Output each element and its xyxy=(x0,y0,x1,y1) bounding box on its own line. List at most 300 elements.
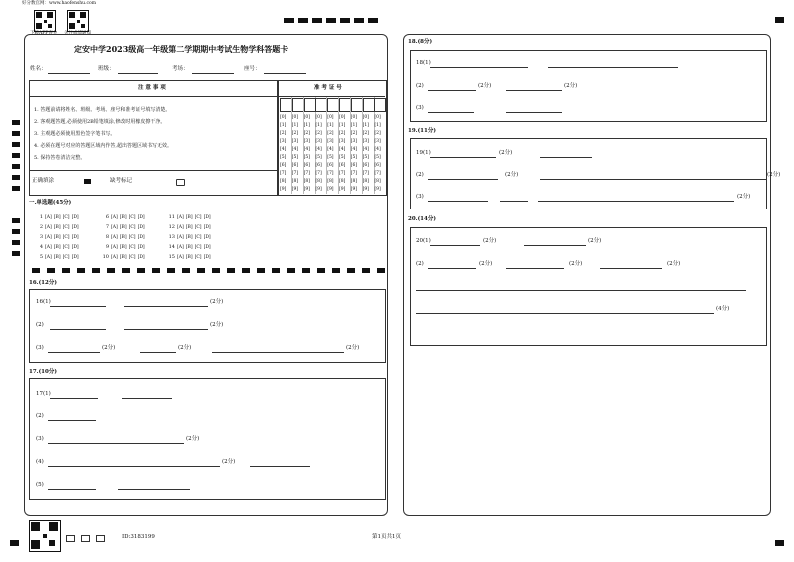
mcq-question-row[interactable] xyxy=(36,224,81,231)
exam-digit-bubble[interactable]: [9] xyxy=(362,187,369,192)
q20-title: 20.(14分) xyxy=(408,216,436,222)
exam-digit-bubble[interactable]: [2] xyxy=(291,131,299,136)
notes-bottom-divider xyxy=(29,170,277,171)
exam-digit-bubble[interactable]: [1] xyxy=(291,123,299,128)
q17-answer[interactable] xyxy=(250,466,310,467)
footer-qr-code xyxy=(29,520,61,552)
q18-answer[interactable] xyxy=(506,90,562,91)
exam-digit-bubble[interactable]: [6] xyxy=(280,163,287,168)
timing-mark xyxy=(152,268,160,273)
exam-digit-bubble[interactable]: [3] xyxy=(327,139,334,144)
timing-mark xyxy=(257,268,265,273)
exam-digit-bubble[interactable]: [9] xyxy=(374,187,381,192)
exam-digit-bubble[interactable]: [5] xyxy=(315,155,322,160)
mcq-option-bubble[interactable]: [C] xyxy=(128,225,136,230)
mcq-option-bubble[interactable]: [B] xyxy=(53,225,61,230)
exam-digit-bubble[interactable]: [6] xyxy=(350,163,358,168)
timing-mark xyxy=(12,218,20,223)
correct-fill-mark xyxy=(84,179,91,184)
mcq-option-bubble[interactable]: [B] xyxy=(119,215,127,220)
exam-digit-bubble[interactable]: [2] xyxy=(303,131,310,136)
timing-mark xyxy=(298,18,308,23)
q18-answer[interactable] xyxy=(428,112,474,113)
mcq-option-bubble[interactable]: [B] xyxy=(119,245,127,250)
mcq-question-number: 9 xyxy=(105,244,109,250)
footer-box xyxy=(81,535,90,542)
exam-digit-bubble[interactable]: [1] xyxy=(362,123,369,128)
timing-mark xyxy=(12,229,20,234)
exam-digit-bubble[interactable]: [2] xyxy=(362,131,369,136)
exam-digit-bubble[interactable]: [7] xyxy=(374,171,381,176)
mcq-question-row[interactable] xyxy=(168,234,213,241)
timing-mark xyxy=(12,186,20,191)
exam-digit-bubble[interactable]: [0] xyxy=(315,115,322,120)
mcq-option-bubble[interactable]: [A] xyxy=(177,255,184,260)
q19-score: (2分) xyxy=(767,172,781,178)
exam-digit-bubble[interactable]: [5] xyxy=(374,155,381,160)
exam-digit-bubble[interactable]: [7] xyxy=(303,171,310,176)
mcq-question-row[interactable] xyxy=(168,254,213,261)
timing-mark xyxy=(377,268,385,273)
exam-digit-bubble[interactable]: [0] xyxy=(339,115,346,120)
q20-answer[interactable] xyxy=(600,268,662,269)
exam-digit-bubble[interactable]: [6] xyxy=(362,163,369,168)
q20-answer[interactable] xyxy=(416,290,746,291)
mcq-question-row[interactable] xyxy=(36,234,81,241)
exam-number-title: 准 考 证 号 xyxy=(314,85,342,91)
timing-mark xyxy=(197,268,205,273)
q18-answer[interactable] xyxy=(430,67,528,68)
exam-digit-bubble[interactable]: [9] xyxy=(315,187,322,192)
class-field[interactable] xyxy=(118,73,158,74)
exam-digit-bubble[interactable]: [8] xyxy=(374,179,381,184)
timing-mark xyxy=(362,268,370,273)
exam-digit-bubble[interactable]: [6] xyxy=(291,163,299,168)
mcq-option-bubble[interactable]: [B] xyxy=(185,245,193,250)
q20-answer[interactable] xyxy=(416,313,714,314)
exam-digit-bubble[interactable]: [1] xyxy=(350,123,358,128)
mcq-option-bubble[interactable]: [D] xyxy=(71,225,79,230)
exam-digit-bubble[interactable]: [8] xyxy=(291,179,299,184)
timing-mark xyxy=(12,175,20,180)
timing-mark xyxy=(182,268,190,273)
exam-digit-bubble[interactable]: [0] xyxy=(350,115,358,120)
q16-answer[interactable] xyxy=(140,352,176,353)
timing-mark xyxy=(242,268,250,273)
mcq-question-number: 6 xyxy=(105,214,109,220)
mcq-option-bubble[interactable]: [D] xyxy=(71,245,79,250)
timing-mark xyxy=(326,18,336,23)
mcq-question-row[interactable] xyxy=(102,244,147,251)
q19-answer[interactable] xyxy=(428,179,498,180)
absent-label: 缺考标记 xyxy=(110,178,133,184)
note-item: 1. 答题前请将姓名、班级、考场、座号和准考证号填写清楚。 xyxy=(34,107,171,113)
timing-mark xyxy=(12,164,20,169)
exam-digit-bubble[interactable]: [0] xyxy=(291,115,299,120)
q20-answer[interactable] xyxy=(428,268,476,269)
q19-score: (2分) xyxy=(505,172,519,178)
mcq-option-bubble[interactable]: [A] xyxy=(111,245,118,250)
q16-row3-label: (3) xyxy=(36,345,44,351)
mcq-option-bubble[interactable]: [A] xyxy=(111,235,118,240)
corner-mark xyxy=(10,540,19,546)
note-item: 3. 主观题必须使用黑色签字笔书写。 xyxy=(34,131,116,137)
timing-mark xyxy=(354,18,364,23)
timing-mark xyxy=(317,268,325,273)
q16-title: 16.(12分) xyxy=(29,280,57,286)
mcq-option-bubble[interactable]: [D] xyxy=(203,215,211,220)
exam-digit-bubble[interactable]: [9] xyxy=(327,187,334,192)
mcq-option-bubble[interactable]: [B] xyxy=(119,255,127,260)
exam-digit-bubble[interactable]: [4] xyxy=(350,147,358,152)
exam-digit-bubble[interactable]: [1] xyxy=(303,123,310,128)
exam-digit-bubble[interactable]: [0] xyxy=(280,115,287,120)
exam-digit-bubble[interactable]: [5] xyxy=(303,155,310,160)
mcq-option-bubble[interactable]: [B] xyxy=(185,225,193,230)
timing-mark xyxy=(302,268,310,273)
q19-box xyxy=(410,138,767,209)
exam-digit-bubble[interactable]: [1] xyxy=(280,123,287,128)
footer-box xyxy=(66,535,75,542)
q16-answer[interactable] xyxy=(124,329,208,330)
q17-score: (2分) xyxy=(186,436,200,442)
mcq-option-bubble[interactable]: [B] xyxy=(185,255,193,260)
exam-digit-bubble[interactable]: [5] xyxy=(327,155,334,160)
q19-row3-label: (3) xyxy=(416,194,424,200)
mcq-option-bubble[interactable]: [A] xyxy=(177,245,184,250)
exam-digit-bubble[interactable]: [3] xyxy=(350,139,358,144)
q19-answer[interactable] xyxy=(500,201,528,202)
exam-digit-bubble[interactable]: [9] xyxy=(291,187,299,192)
mcq-option-bubble[interactable]: [A] xyxy=(177,225,184,230)
q17-row4-label: (4) xyxy=(36,459,44,465)
exam-digit-bubble[interactable]: [7] xyxy=(350,171,358,176)
mcq-option-bubble[interactable]: [A] xyxy=(111,225,118,230)
mcq-option-bubble[interactable]: [D] xyxy=(71,215,79,220)
sheet-title: 定安中学2023级高一年级第二学期期中考试生物学科答题卡 xyxy=(74,44,289,54)
q16-score: (2分) xyxy=(178,345,192,351)
exam-digit-bubble[interactable]: [5] xyxy=(350,155,358,160)
exam-digit-bubble[interactable]: [0] xyxy=(327,115,334,120)
exam-digit-bubble[interactable]: [7] xyxy=(362,171,369,176)
mcq-option-bubble[interactable]: [D] xyxy=(137,225,145,230)
q16-score: (2分) xyxy=(210,322,224,328)
q18-answer[interactable] xyxy=(428,90,476,91)
absent-checkbox[interactable] xyxy=(176,179,185,186)
exam-digit-bubble[interactable]: [7] xyxy=(291,171,299,176)
mcq-question-number: 10 xyxy=(102,254,109,260)
exam-digit-bubble[interactable]: [3] xyxy=(280,139,287,144)
exam-digit-bubble[interactable]: [9] xyxy=(280,187,287,192)
exam-digit-bubble[interactable]: [3] xyxy=(291,139,299,144)
mcq-question-number: 14 xyxy=(168,244,175,250)
timing-mark xyxy=(92,268,100,273)
q17-answer[interactable] xyxy=(48,466,220,467)
q16-answer[interactable] xyxy=(50,306,106,307)
q16-row1-label: 16(1) xyxy=(36,299,51,305)
exam-digit-bubble[interactable]: [2] xyxy=(327,131,334,136)
mcq-option-bubble[interactable]: [D] xyxy=(137,215,145,220)
mcq-question-number: 8 xyxy=(105,234,109,240)
q17-answer[interactable] xyxy=(48,489,96,490)
mcq-option-bubble[interactable]: [D] xyxy=(71,255,79,260)
q19-row1-label: 19(1) xyxy=(416,150,431,156)
mcq-option-bubble[interactable]: [C] xyxy=(62,245,70,250)
mcq-option-bubble[interactable]: [A] xyxy=(45,245,52,250)
exam-digit-bubble[interactable]: [8] xyxy=(339,179,346,184)
exam-digit-bubble[interactable]: [2] xyxy=(350,131,358,136)
mcq-question-row[interactable] xyxy=(36,214,81,221)
corner-mark xyxy=(775,540,784,546)
mcq-option-bubble[interactable]: [A] xyxy=(177,215,184,220)
exam-digit-bubble[interactable]: [3] xyxy=(339,139,346,144)
mcq-question-number: 2 xyxy=(39,224,43,230)
mcq-option-bubble[interactable]: [D] xyxy=(203,235,211,240)
mcq-option-bubble[interactable]: [D] xyxy=(137,245,145,250)
q17-answer[interactable] xyxy=(122,398,172,399)
mcq-option-bubble[interactable]: [A] xyxy=(45,255,52,260)
q16-answer[interactable] xyxy=(50,329,106,330)
q17-row1-label: 17(1) xyxy=(36,391,51,397)
mcq-question-row[interactable] xyxy=(102,254,147,261)
exam-digit-bubble[interactable]: [9] xyxy=(339,187,346,192)
q19-answer[interactable] xyxy=(538,201,734,202)
mcq-option-bubble[interactable]: [A] xyxy=(111,255,118,260)
mcq-option-bubble[interactable]: [C] xyxy=(194,225,202,230)
q19-answer[interactable] xyxy=(428,201,488,202)
mcq-option-bubble[interactable]: [D] xyxy=(203,225,211,230)
timing-mark xyxy=(12,131,20,136)
exam-digit-bubble[interactable]: [3] xyxy=(303,139,310,144)
exam-digit-bubble[interactable]: [5] xyxy=(280,155,287,160)
mcq-option-bubble[interactable]: [D] xyxy=(203,255,211,260)
q19-answer[interactable] xyxy=(540,157,592,158)
mcq-question-row[interactable] xyxy=(36,244,81,251)
exam-digit-bubble[interactable]: [8] xyxy=(327,179,334,184)
exam-digit-bubble[interactable]: [8] xyxy=(280,179,287,184)
exam-digit-bubble[interactable]: [5] xyxy=(291,155,299,160)
exam-digit-bubble[interactable]: [4] xyxy=(339,147,346,152)
mcq-option-bubble[interactable]: [C] xyxy=(194,215,202,220)
q17-answer[interactable] xyxy=(48,443,184,444)
mcq-question-number: 3 xyxy=(39,234,43,240)
mcq-option-bubble[interactable]: [C] xyxy=(62,225,70,230)
exam-digit-bubble[interactable]: [1] xyxy=(339,123,346,128)
timing-mark xyxy=(62,268,70,273)
timing-mark xyxy=(12,153,20,158)
exam-digit-bubble[interactable]: [5] xyxy=(362,155,369,160)
exam-digit-bubble[interactable]: [2] xyxy=(339,131,346,136)
note-item: 4. 必须在题号对应的答题区域内作答,超出答题区域书写无效。 xyxy=(34,143,172,149)
exam-digit-bubble[interactable]: [4] xyxy=(362,147,369,152)
seat-field[interactable] xyxy=(264,73,306,74)
q19-score: (2分) xyxy=(737,194,751,200)
exam-digit-bubble[interactable]: [4] xyxy=(303,147,310,152)
mcq-option-bubble[interactable]: [B] xyxy=(53,215,61,220)
mcq-question-row[interactable] xyxy=(168,244,213,251)
exam-digit-bubble[interactable]: [2] xyxy=(374,131,381,136)
exam-digit-bubble[interactable]: [6] xyxy=(374,163,381,168)
exam-digit-bubble[interactable]: [8] xyxy=(303,179,310,184)
exam-number-divider xyxy=(277,96,385,97)
exam-digit-bubble[interactable]: [0] xyxy=(374,115,381,120)
mcq-option-bubble[interactable]: [A] xyxy=(45,215,52,220)
mcq-option-bubble[interactable]: [C] xyxy=(194,255,202,260)
q19-answer[interactable] xyxy=(540,179,766,180)
mcq-question-row[interactable] xyxy=(168,214,213,221)
q20-answer[interactable] xyxy=(430,245,480,246)
mcq-option-bubble[interactable]: [C] xyxy=(62,215,70,220)
q17-title: 17.(10分) xyxy=(29,369,57,375)
exam-digit-bubble[interactable]: [6] xyxy=(303,163,310,168)
timing-mark xyxy=(332,268,340,273)
q20-answer[interactable] xyxy=(524,245,586,246)
mcq-option-bubble[interactable]: [C] xyxy=(128,245,136,250)
exam-digit-bubble[interactable]: [6] xyxy=(327,163,334,168)
notes-divider xyxy=(29,96,277,97)
exam-digit-bubble[interactable]: [1] xyxy=(327,123,334,128)
exam-digit-bubble[interactable]: [3] xyxy=(374,139,381,144)
room-field-label: 考场： xyxy=(172,66,189,72)
exam-digit-bubble[interactable]: [8] xyxy=(315,179,322,184)
exam-digit-bubble[interactable]: [4] xyxy=(327,147,334,152)
exam-digit-bubble[interactable]: [4] xyxy=(315,147,322,152)
mcq-question-row[interactable] xyxy=(102,214,147,221)
exam-digit-bubble[interactable]: [0] xyxy=(303,115,310,120)
q16-score: (2分) xyxy=(346,345,360,351)
q17-answer[interactable] xyxy=(50,398,98,399)
qr1-caption: 下载APP查分 xyxy=(30,31,58,36)
q20-answer[interactable] xyxy=(506,268,564,269)
q16-answer[interactable] xyxy=(124,306,208,307)
mcq-option-bubble[interactable]: [C] xyxy=(128,255,136,260)
q18-row3-label: (3) xyxy=(416,105,424,111)
mcq-option-bubble[interactable]: [A] xyxy=(45,235,52,240)
mcq-option-bubble[interactable]: [D] xyxy=(203,245,211,250)
timing-mark xyxy=(347,268,355,273)
mcq-option-bubble[interactable]: [B] xyxy=(53,235,61,240)
corner-mark xyxy=(775,17,784,23)
app-qr-code xyxy=(34,10,56,32)
exam-digit-bubble[interactable]: [9] xyxy=(303,187,310,192)
exam-digit-bubble[interactable]: [7] xyxy=(327,171,334,176)
mcq-option-bubble[interactable]: [D] xyxy=(137,235,145,240)
mcq-option-bubble[interactable]: [B] xyxy=(119,225,127,230)
q16-answer[interactable] xyxy=(48,352,100,353)
mcq-question-number: 1 xyxy=(39,214,43,220)
exam-digit-bubble[interactable]: [8] xyxy=(350,179,358,184)
exam-digit-bubble[interactable]: [6] xyxy=(315,163,322,168)
mcq-option-bubble[interactable]: [C] xyxy=(62,255,70,260)
exam-digit-bubble[interactable]: [5] xyxy=(339,155,346,160)
mcq-question-number: 13 xyxy=(168,234,175,240)
timing-mark xyxy=(368,18,378,23)
mcq-question-number: 5 xyxy=(39,254,43,260)
mcq-option-bubble[interactable]: [B] xyxy=(53,255,61,260)
q17-box xyxy=(29,378,386,500)
timing-mark xyxy=(107,268,115,273)
mcq-option-bubble[interactable]: [B] xyxy=(185,215,193,220)
exam-number-write-box[interactable] xyxy=(374,98,386,112)
exam-digit-bubble[interactable]: [1] xyxy=(374,123,381,128)
notes-title: 注 意 事 项 xyxy=(138,85,166,91)
timing-mark xyxy=(167,268,175,273)
mcq-option-bubble[interactable]: [A] xyxy=(45,225,52,230)
mcq-question-row[interactable] xyxy=(102,224,147,231)
mcq-option-bubble[interactable]: [D] xyxy=(71,235,79,240)
q20-score: (2分) xyxy=(588,238,602,244)
q18-answer[interactable] xyxy=(506,112,562,113)
exam-digit-bubble[interactable]: [3] xyxy=(362,139,369,144)
q20-row1-label: 20(1) xyxy=(416,238,431,244)
exam-digit-bubble[interactable]: [1] xyxy=(315,123,322,128)
exam-digit-bubble[interactable]: [4] xyxy=(374,147,381,152)
q19-answer[interactable] xyxy=(430,157,496,158)
room-field[interactable] xyxy=(192,73,234,74)
name-field-label: 姓名： xyxy=(30,66,47,72)
q17-answer[interactable] xyxy=(118,489,190,490)
q17-answer[interactable] xyxy=(48,420,96,421)
q20-score: (2分) xyxy=(483,238,497,244)
exam-digit-bubble[interactable]: [8] xyxy=(362,179,369,184)
exam-digit-bubble[interactable]: [6] xyxy=(339,163,346,168)
mcq-option-bubble[interactable]: [B] xyxy=(185,235,193,240)
exam-digit-bubble[interactable]: [9] xyxy=(350,187,358,192)
exam-digit-bubble[interactable]: [0] xyxy=(362,115,369,120)
q16-answer[interactable] xyxy=(212,352,344,353)
mcq-option-bubble[interactable]: [D] xyxy=(137,255,145,260)
q19-row2-label: (2) xyxy=(416,172,424,178)
exam-digit-bubble[interactable]: [7] xyxy=(280,171,287,176)
mcq-option-bubble[interactable]: [A] xyxy=(111,215,118,220)
mcq-option-bubble[interactable]: [C] xyxy=(128,215,136,220)
timing-mark xyxy=(122,268,130,273)
exam-digit-bubble[interactable]: [4] xyxy=(291,147,299,152)
exam-digit-bubble[interactable]: [3] xyxy=(315,139,322,144)
q20-end-score: (4分) xyxy=(716,306,730,312)
q18-answer[interactable] xyxy=(548,67,678,68)
mcq-option-bubble[interactable]: [A] xyxy=(177,235,184,240)
mcq-option-bubble[interactable]: [C] xyxy=(62,235,70,240)
mcq-question-number: 12 xyxy=(168,224,175,230)
notice-qr-code xyxy=(67,10,89,32)
exam-digit-bubble[interactable]: [4] xyxy=(280,147,287,152)
mcq-question-row[interactable] xyxy=(102,234,147,241)
q20-score: (2分) xyxy=(667,261,681,267)
mcq-option-bubble[interactable]: [C] xyxy=(128,235,136,240)
mcq-question-number: 11 xyxy=(168,214,175,220)
site-label: 好分数官网：www.haofenshu.com xyxy=(22,1,97,6)
mcq-option-bubble[interactable]: [B] xyxy=(53,245,61,250)
exam-digit-bubble[interactable]: [7] xyxy=(315,171,322,176)
mcq-option-bubble[interactable]: [C] xyxy=(194,235,202,240)
sheet-id: ID:3183199 xyxy=(122,534,155,540)
correct-fill-label: 正确填涂 xyxy=(32,178,55,184)
mcq-question-row[interactable] xyxy=(168,224,213,231)
exam-digit-bubble[interactable]: [2] xyxy=(280,131,287,136)
mcq-option-bubble[interactable]: [B] xyxy=(119,235,127,240)
exam-digit-bubble[interactable]: [7] xyxy=(339,171,346,176)
mcq-option-bubble[interactable]: [C] xyxy=(194,245,202,250)
name-field[interactable] xyxy=(48,73,90,74)
note-item: 2. 客观题答题,必须使用2B铅笔填涂,修改时用橡皮擦干净。 xyxy=(34,119,166,125)
exam-digit-bubble[interactable]: [2] xyxy=(315,131,322,136)
timing-mark xyxy=(32,268,40,273)
mcq-question-row[interactable] xyxy=(36,254,81,261)
note-item: 5. 保持答卷清洁完整。 xyxy=(34,155,86,161)
notes-box xyxy=(29,80,279,196)
q18-score: (2分) xyxy=(564,83,578,89)
